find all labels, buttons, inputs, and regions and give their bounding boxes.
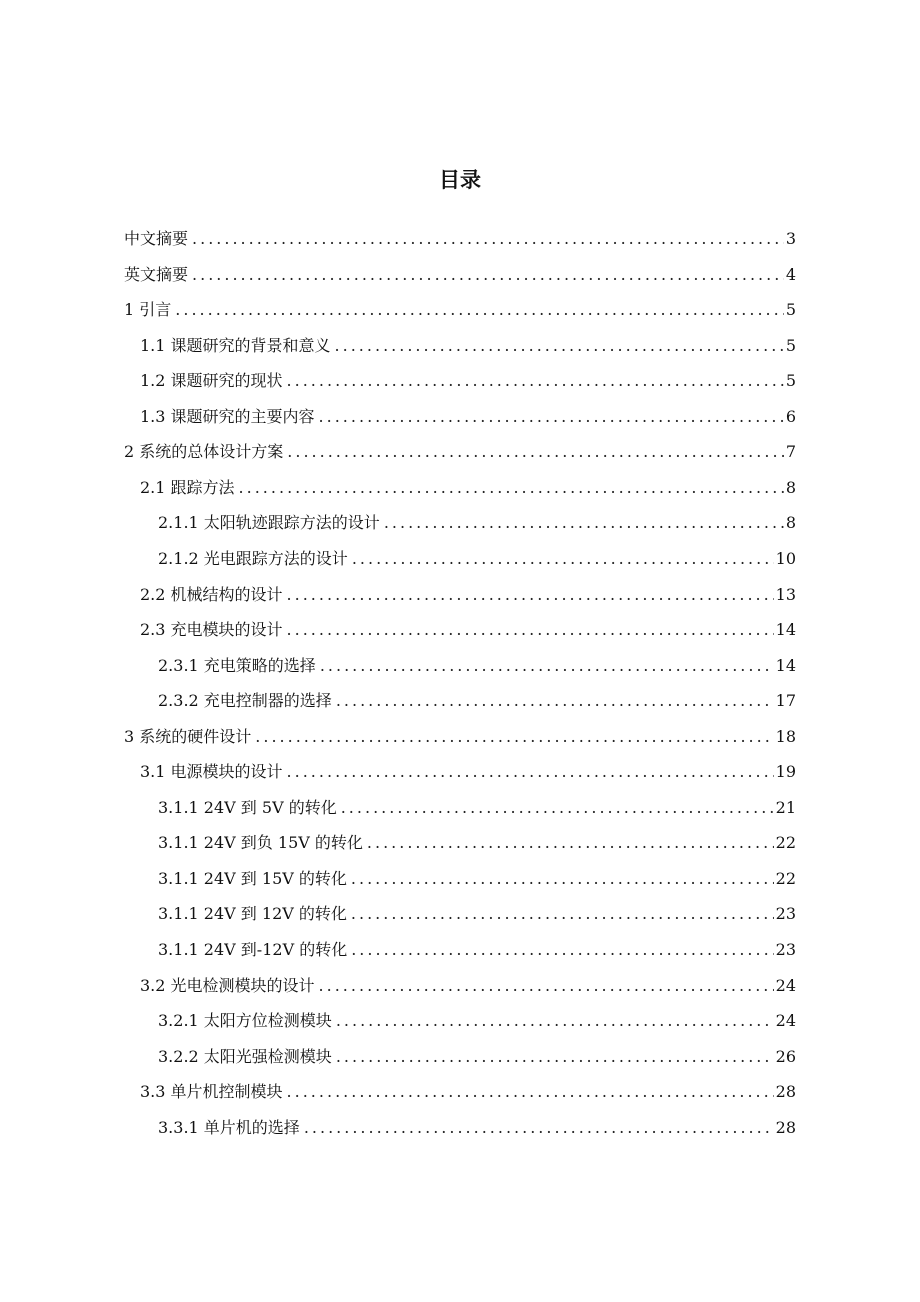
toc-entry-label: 2.1.1 太阳轨迹跟踪方法的设计 (158, 513, 380, 533)
toc-entry[interactable] (124, 725, 796, 749)
toc-leader-dots (350, 547, 774, 571)
toc-entry-label: 3.2 光电检测模块的设计 (140, 975, 315, 995)
toc-leader-dots (334, 1045, 774, 1069)
toc-page-number: 18 (775, 726, 796, 746)
toc-leader-dots (285, 760, 774, 784)
toc-page-number: 22 (775, 833, 796, 853)
toc-leader-dots (285, 583, 774, 607)
toc-leader-dots (339, 796, 774, 820)
toc-entry-label: 2.2 机械结构的设计 (140, 584, 283, 604)
toc-title: 目录 (439, 168, 481, 192)
toc-page-number: 10 (775, 548, 796, 568)
toc-entry[interactable] (140, 1080, 796, 1104)
toc-page-number: 6 (785, 406, 796, 426)
toc-page-number: 21 (775, 797, 796, 817)
toc-page-number: 8 (785, 513, 796, 533)
toc-page-number: 13 (775, 584, 796, 604)
toc-entry-label: 1.1 课题研究的背景和意义 (140, 335, 331, 355)
toc-leader-dots (302, 1116, 774, 1140)
toc-entry-label: 2.1 跟踪方法 (140, 477, 235, 497)
toc-leader-dots (382, 511, 784, 535)
toc-entry-label: 英文摘要 (124, 264, 189, 284)
toc-entry[interactable] (124, 440, 796, 464)
toc-page-number: 4 (785, 264, 796, 284)
toc-page-number: 5 (785, 335, 796, 355)
toc-entry[interactable] (140, 760, 796, 784)
toc-entry[interactable] (158, 938, 796, 962)
toc-entry-label: 1 引言 (124, 300, 172, 320)
toc-leader-dots (349, 938, 773, 962)
toc-page-number: 7 (785, 442, 796, 462)
toc-page-number: 26 (775, 1046, 796, 1066)
toc-entry-label: 3.1.1 24V 到-12V 的转化 (158, 940, 348, 959)
toc-leader-dots (349, 867, 774, 891)
toc-entry[interactable] (140, 369, 796, 393)
toc-entry-label: 3.2.1 太阳方位检测模块 (158, 1011, 332, 1031)
toc-entry[interactable] (140, 334, 796, 358)
toc-page-number: 17 (775, 691, 796, 711)
toc-entry-label: 3.3.1 单片机的选择 (158, 1117, 300, 1137)
toc-entry-label: 1.3 课题研究的主要内容 (140, 406, 315, 426)
toc-entry-label: 3.1.1 24V 到负 15V 的转化 (158, 833, 363, 853)
toc-entry[interactable] (158, 1009, 796, 1033)
toc-entry[interactable] (124, 298, 796, 322)
toc-leader-dots (285, 369, 784, 393)
toc-leader-dots (237, 476, 784, 500)
toc-page-number: 22 (775, 868, 796, 888)
toc-entry[interactable] (158, 867, 796, 891)
toc-entry-label: 1.2 课题研究的现状 (140, 371, 283, 391)
toc-leader-dots (253, 725, 773, 749)
toc-page-number: 28 (775, 1117, 796, 1137)
toc-leader-dots (333, 334, 784, 358)
toc-entry[interactable] (158, 831, 796, 855)
toc-entry[interactable] (158, 511, 796, 535)
toc-entry[interactable] (158, 547, 796, 571)
toc-entry-label: 2.1.2 光电跟踪方法的设计 (158, 548, 348, 568)
toc-entry-label: 3.1 电源模块的设计 (140, 762, 283, 782)
toc-entry[interactable] (158, 654, 796, 678)
toc-entry[interactable] (158, 1045, 796, 1069)
toc-page-number: 19 (775, 762, 796, 782)
toc-entry-label: 2 系统的总体设计方案 (124, 442, 284, 462)
toc-entry-label: 3.1.1 24V 到 5V 的转化 (158, 797, 337, 817)
toc-leader-dots (334, 1009, 774, 1033)
toc-entry[interactable] (158, 796, 796, 820)
toc-page-number: 5 (785, 371, 796, 391)
toc-page-number: 23 (775, 940, 796, 959)
toc-entry-label: 2.3.1 充电策略的选择 (158, 655, 316, 675)
toc-entry[interactable] (124, 263, 796, 287)
toc-entry-label: 3.1.1 24V 到 12V 的转化 (158, 904, 347, 924)
toc-entry-label: 3.2.2 太阳光强检测模块 (158, 1046, 332, 1066)
toc-entry[interactable] (140, 476, 796, 500)
toc-entry-label: 2.3 充电模块的设计 (140, 620, 283, 640)
toc-page-number: 24 (775, 975, 796, 995)
toc-leader-dots (317, 974, 774, 998)
toc-page-number: 23 (775, 904, 796, 924)
toc-entry-label: 3.1.1 24V 到 15V 的转化 (158, 868, 347, 888)
toc-leader-dots (318, 654, 774, 678)
toc-leader-dots (190, 263, 784, 287)
toc-leader-dots (334, 689, 774, 713)
toc-page-number: 14 (775, 620, 796, 640)
toc-leader-dots (349, 902, 774, 926)
toc-leader-dots (285, 440, 784, 464)
toc-leader-dots (173, 298, 784, 322)
toc-entry[interactable] (158, 902, 796, 926)
toc-entry[interactable] (158, 689, 796, 713)
toc-entry-label: 3.3 单片机控制模块 (140, 1082, 283, 1102)
toc-entry[interactable] (158, 1116, 796, 1140)
toc-entry-label: 中文摘要 (124, 229, 189, 248)
toc-entry[interactable] (140, 974, 796, 998)
toc-entry[interactable] (140, 583, 796, 607)
toc-entry[interactable] (124, 227, 796, 251)
toc-leader-dots (190, 227, 784, 251)
toc-entry-label: 3 系统的硬件设计 (124, 726, 252, 746)
toc-leader-dots (317, 405, 784, 429)
toc-entry[interactable] (140, 405, 796, 429)
toc-leader-dots (365, 831, 774, 855)
toc-page-number: 28 (775, 1082, 796, 1102)
toc-page-number: 3 (785, 229, 796, 248)
toc-leader-dots (285, 1080, 774, 1104)
toc-entry[interactable] (140, 618, 796, 642)
toc-entry-label: 2.3.2 充电控制器的选择 (158, 691, 332, 711)
toc-page-number: 14 (775, 655, 796, 675)
toc-leader-dots (285, 618, 774, 642)
toc-page-number: 5 (785, 300, 796, 320)
toc-page-number: 8 (785, 477, 796, 497)
toc-page-number: 24 (775, 1011, 796, 1031)
